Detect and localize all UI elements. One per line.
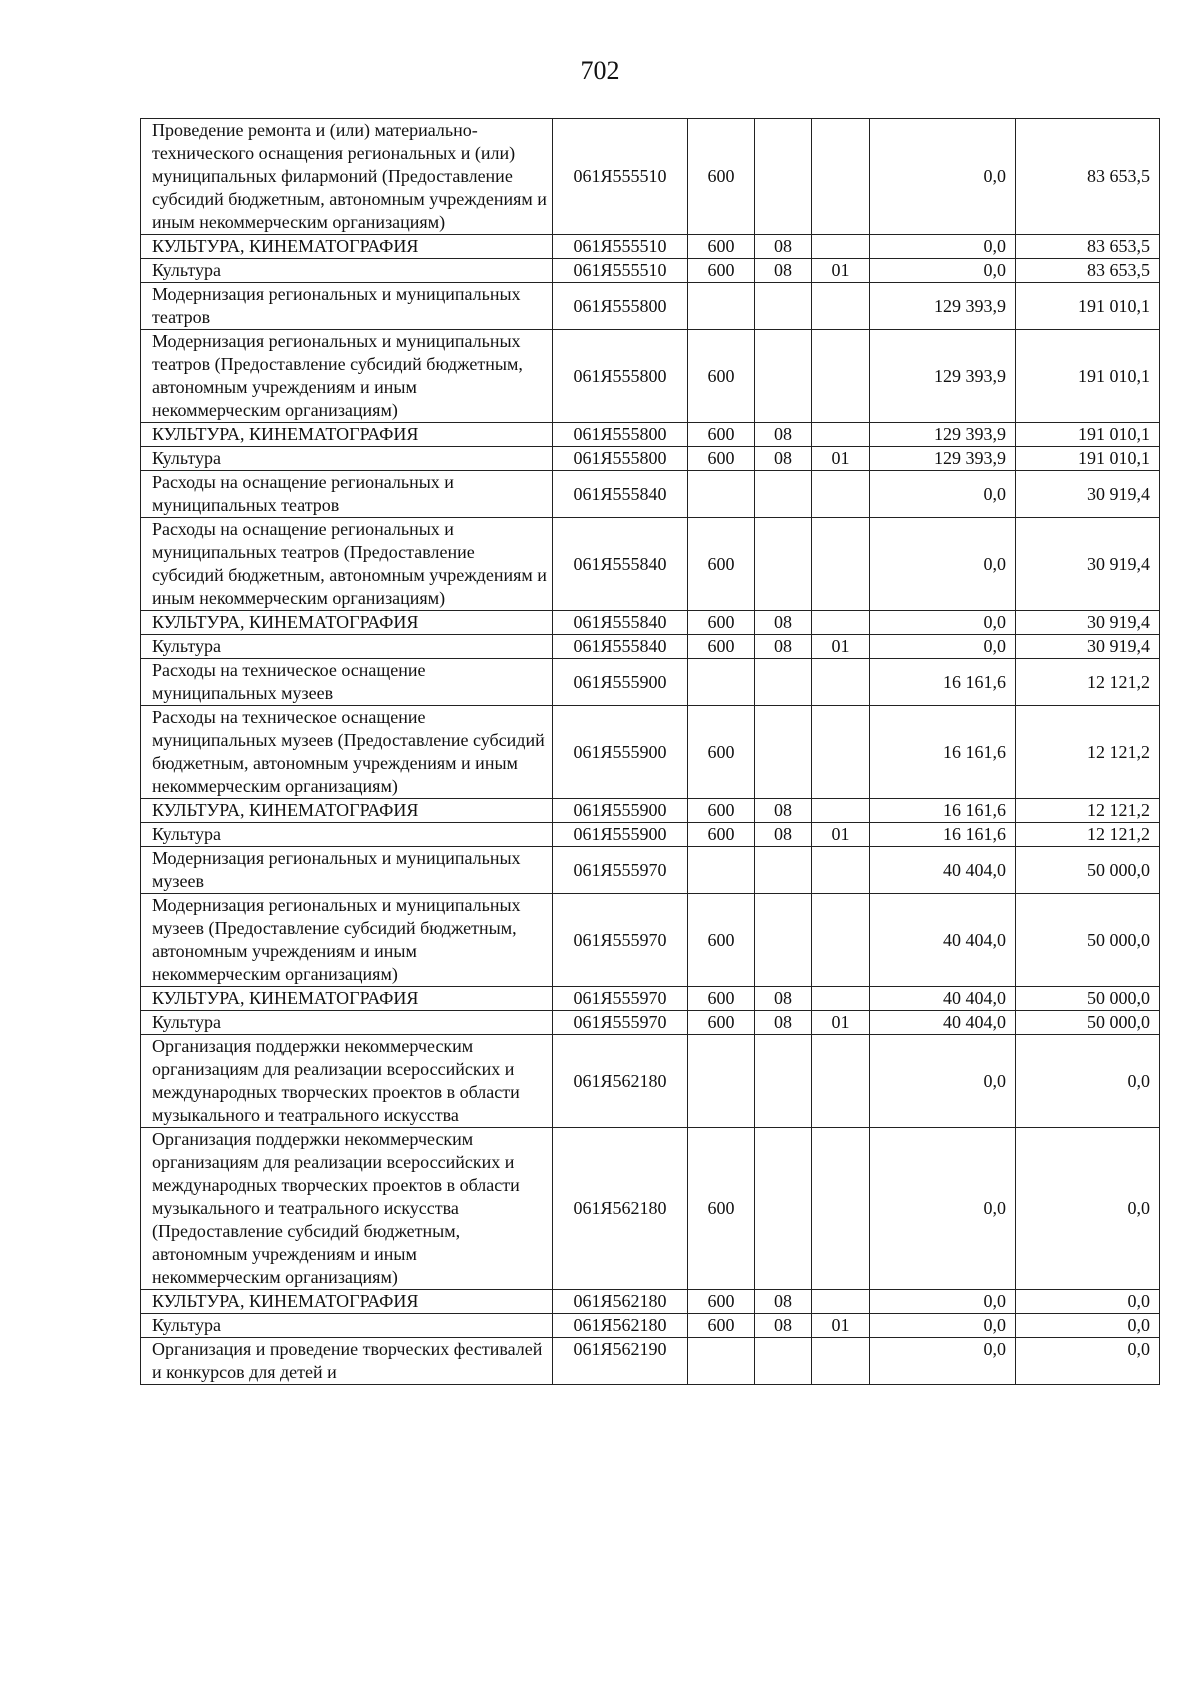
row-section: 08 <box>755 259 812 283</box>
row-expense-type: 600 <box>688 1128 755 1290</box>
table-row <box>141 611 1160 635</box>
row-target-code: 061Я555970 <box>553 894 688 987</box>
row-name: Культура <box>141 635 553 659</box>
table-row <box>141 894 1160 987</box>
row-name: Расходы на техническое оснащение муниципальных музеев <box>141 659 553 706</box>
row-subsection <box>812 611 870 635</box>
row-name: КУЛЬТУРА, КИНЕМАТОГРАФИЯ <box>141 799 553 823</box>
row-section: 08 <box>755 987 812 1011</box>
row-amount-1: 0,0 <box>870 1290 1016 1314</box>
row-subsection <box>812 799 870 823</box>
row-expense-type <box>688 1338 755 1385</box>
row-expense-type: 600 <box>688 447 755 471</box>
row-amount-2: 50 000,0 <box>1016 847 1160 894</box>
table-row <box>141 799 1160 823</box>
row-expense-type: 600 <box>688 1011 755 1035</box>
table-row <box>141 471 1160 518</box>
row-amount-2: 191 010,1 <box>1016 283 1160 330</box>
table-row <box>141 659 1160 706</box>
row-amount-2: 12 121,2 <box>1016 659 1160 706</box>
row-amount-2: 0,0 <box>1016 1035 1160 1128</box>
row-target-code: 061Я555510 <box>553 235 688 259</box>
row-amount-2: 30 919,4 <box>1016 635 1160 659</box>
row-subsection: 01 <box>812 635 870 659</box>
row-name: Культура <box>141 1314 553 1338</box>
row-amount-2: 50 000,0 <box>1016 894 1160 987</box>
table-row <box>141 1338 1160 1385</box>
row-amount-1: 0,0 <box>870 1128 1016 1290</box>
row-subsection <box>812 330 870 423</box>
row-section <box>755 706 812 799</box>
row-target-code: 061Я555800 <box>553 330 688 423</box>
page-number: 702 <box>580 56 620 85</box>
row-section: 08 <box>755 423 812 447</box>
table-row <box>141 518 1160 611</box>
table-row <box>141 447 1160 471</box>
row-target-code: 061Я562180 <box>553 1290 688 1314</box>
row-expense-type: 600 <box>688 259 755 283</box>
row-target-code: 061Я555970 <box>553 847 688 894</box>
row-subsection: 01 <box>812 447 870 471</box>
row-name: Культура <box>141 1011 553 1035</box>
row-amount-2: 0,0 <box>1016 1128 1160 1290</box>
row-target-code: 061Я555800 <box>553 283 688 330</box>
row-section <box>755 471 812 518</box>
row-section <box>755 330 812 423</box>
row-section <box>755 1035 812 1128</box>
row-subsection <box>812 987 870 1011</box>
row-amount-2: 0,0 <box>1016 1314 1160 1338</box>
row-amount-1: 40 404,0 <box>870 847 1016 894</box>
row-amount-1: 0,0 <box>870 1035 1016 1128</box>
row-name: КУЛЬТУРА, КИНЕМАТОГРАФИЯ <box>141 611 553 635</box>
row-subsection: 01 <box>812 1314 870 1338</box>
row-name: Организация поддержки некоммерческим организациям для реализации всероссийских и международных творческих проектов в области музыкального и театрального искусства (Предоставление субсидий бюджетным, автономным учреждениям и иным некоммерческим организациям) <box>141 1128 553 1290</box>
row-target-code: 061Я555900 <box>553 659 688 706</box>
row-subsection <box>812 706 870 799</box>
row-amount-1: 129 393,9 <box>870 283 1016 330</box>
row-amount-1: 0,0 <box>870 1314 1016 1338</box>
row-subsection <box>812 659 870 706</box>
row-amount-2: 191 010,1 <box>1016 330 1160 423</box>
row-expense-type: 600 <box>688 799 755 823</box>
row-subsection <box>812 1290 870 1314</box>
row-amount-1: 0,0 <box>870 518 1016 611</box>
row-name: Организация поддержки некоммерческим организациям для реализации всероссийских и международных творческих проектов в области музыкального и театрального искусства <box>141 1035 553 1128</box>
table-row <box>141 119 1160 235</box>
row-section <box>755 119 812 235</box>
row-amount-2: 83 653,5 <box>1016 119 1160 235</box>
row-name: Модернизация региональных и муниципальных театров (Предоставление субсидий бюджетным, автономным учреждениям и иным некоммерческим организациям) <box>141 330 553 423</box>
table-row <box>141 1314 1160 1338</box>
row-name: КУЛЬТУРА, КИНЕМАТОГРАФИЯ <box>141 423 553 447</box>
row-expense-type: 600 <box>688 635 755 659</box>
row-target-code: 061Я555510 <box>553 259 688 283</box>
row-target-code: 061Я562180 <box>553 1035 688 1128</box>
row-subsection <box>812 847 870 894</box>
row-name: Расходы на техническое оснащение муниципальных музеев (Предоставление субсидий бюджетным, автономным учреждениям и иным некоммерческим организациям) <box>141 706 553 799</box>
table-row <box>141 1128 1160 1290</box>
row-target-code: 061Я562190 <box>553 1338 688 1385</box>
row-amount-2: 191 010,1 <box>1016 423 1160 447</box>
row-section <box>755 847 812 894</box>
row-amount-1: 129 393,9 <box>870 423 1016 447</box>
row-amount-1: 16 161,6 <box>870 706 1016 799</box>
row-target-code: 061Я555900 <box>553 823 688 847</box>
row-subsection <box>812 283 870 330</box>
row-target-code: 061Я555970 <box>553 1011 688 1035</box>
row-expense-type: 600 <box>688 611 755 635</box>
table-row <box>141 423 1160 447</box>
row-target-code: 061Я555900 <box>553 706 688 799</box>
row-subsection <box>812 518 870 611</box>
row-target-code: 061Я555840 <box>553 611 688 635</box>
row-amount-1: 0,0 <box>870 611 1016 635</box>
row-amount-1: 0,0 <box>870 259 1016 283</box>
row-expense-type <box>688 471 755 518</box>
row-subsection <box>812 894 870 987</box>
row-target-code: 061Я555970 <box>553 987 688 1011</box>
row-amount-1: 40 404,0 <box>870 987 1016 1011</box>
row-expense-type: 600 <box>688 330 755 423</box>
row-amount-2: 83 653,5 <box>1016 259 1160 283</box>
row-expense-type <box>688 1035 755 1128</box>
row-name: Проведение ремонта и (или) материально-технического оснащения региональных и (или) муниципальных филармоний (Предоставление субсидий бюджетным, автономным учреждениям и иным некоммерческим организациям) <box>141 119 553 235</box>
row-section: 08 <box>755 447 812 471</box>
budget-table <box>140 118 1160 1385</box>
row-amount-1: 40 404,0 <box>870 1011 1016 1035</box>
row-target-code: 061Я555840 <box>553 471 688 518</box>
row-expense-type: 600 <box>688 518 755 611</box>
row-target-code: 061Я555510 <box>553 119 688 235</box>
row-name: Организация и проведение творческих фестивалей и конкурсов для детей и <box>141 1338 553 1385</box>
row-amount-1: 16 161,6 <box>870 659 1016 706</box>
row-section <box>755 894 812 987</box>
row-section <box>755 1128 812 1290</box>
row-section: 08 <box>755 635 812 659</box>
row-amount-2: 0,0 <box>1016 1290 1160 1314</box>
row-expense-type: 600 <box>688 1314 755 1338</box>
row-name: Культура <box>141 259 553 283</box>
table-row <box>141 635 1160 659</box>
row-name: КУЛЬТУРА, КИНЕМАТОГРАФИЯ <box>141 235 553 259</box>
row-subsection <box>812 119 870 235</box>
row-section: 08 <box>755 1314 812 1338</box>
row-section: 08 <box>755 235 812 259</box>
row-subsection <box>812 235 870 259</box>
row-name: Модернизация региональных и муниципальных театров <box>141 283 553 330</box>
row-amount-2: 83 653,5 <box>1016 235 1160 259</box>
row-amount-2: 191 010,1 <box>1016 447 1160 471</box>
table-row <box>141 1035 1160 1128</box>
row-expense-type: 600 <box>688 1290 755 1314</box>
table-row <box>141 987 1160 1011</box>
row-name: Модернизация региональных и муниципальных музеев (Предоставление субсидий бюджетным, автономным учреждениям и иным некоммерческим организациям) <box>141 894 553 987</box>
table-row <box>141 235 1160 259</box>
table-row <box>141 823 1160 847</box>
row-expense-type <box>688 659 755 706</box>
row-amount-2: 30 919,4 <box>1016 518 1160 611</box>
row-amount-2: 0,0 <box>1016 1338 1160 1385</box>
row-target-code: 061Я562180 <box>553 1314 688 1338</box>
row-subsection: 01 <box>812 259 870 283</box>
row-amount-2: 30 919,4 <box>1016 471 1160 518</box>
row-subsection <box>812 1035 870 1128</box>
row-name: Расходы на оснащение региональных и муниципальных театров (Предоставление субсидий бюджетным, автономным учреждениям и иным некоммерческим организациям) <box>141 518 553 611</box>
row-name: КУЛЬТУРА, КИНЕМАТОГРАФИЯ <box>141 987 553 1011</box>
row-subsection <box>812 1128 870 1290</box>
row-target-code: 061Я555800 <box>553 423 688 447</box>
row-amount-1: 129 393,9 <box>870 330 1016 423</box>
row-amount-2: 30 919,4 <box>1016 611 1160 635</box>
row-name: Культура <box>141 823 553 847</box>
row-subsection <box>812 1338 870 1385</box>
row-expense-type <box>688 847 755 894</box>
table-row <box>141 330 1160 423</box>
row-section: 08 <box>755 823 812 847</box>
table-row <box>141 1290 1160 1314</box>
row-target-code: 061Я555800 <box>553 447 688 471</box>
row-amount-2: 12 121,2 <box>1016 799 1160 823</box>
row-expense-type <box>688 283 755 330</box>
row-expense-type: 600 <box>688 987 755 1011</box>
budget-table-body <box>141 119 1160 1385</box>
row-amount-2: 12 121,2 <box>1016 823 1160 847</box>
row-target-code: 061Я555840 <box>553 518 688 611</box>
table-row <box>141 259 1160 283</box>
row-section <box>755 659 812 706</box>
row-amount-1: 16 161,6 <box>870 823 1016 847</box>
row-amount-1: 0,0 <box>870 119 1016 235</box>
row-target-code: 061Я555900 <box>553 799 688 823</box>
row-target-code: 061Я562180 <box>553 1128 688 1290</box>
row-expense-type: 600 <box>688 894 755 987</box>
row-amount-1: 0,0 <box>870 1338 1016 1385</box>
row-expense-type: 600 <box>688 823 755 847</box>
row-amount-2: 50 000,0 <box>1016 987 1160 1011</box>
row-section <box>755 1338 812 1385</box>
row-subsection: 01 <box>812 823 870 847</box>
row-name: Культура <box>141 447 553 471</box>
row-amount-1: 0,0 <box>870 635 1016 659</box>
row-subsection: 01 <box>812 1011 870 1035</box>
row-subsection <box>812 471 870 518</box>
row-section <box>755 518 812 611</box>
row-section: 08 <box>755 799 812 823</box>
row-expense-type: 600 <box>688 235 755 259</box>
row-amount-2: 12 121,2 <box>1016 706 1160 799</box>
row-section <box>755 283 812 330</box>
table-row <box>141 847 1160 894</box>
row-name: Расходы на оснащение региональных и муниципальных театров <box>141 471 553 518</box>
table-row <box>141 283 1160 330</box>
row-expense-type: 600 <box>688 706 755 799</box>
table-row <box>141 706 1160 799</box>
row-target-code: 061Я555840 <box>553 635 688 659</box>
row-amount-2: 50 000,0 <box>1016 1011 1160 1035</box>
table-row <box>141 1011 1160 1035</box>
row-amount-1: 0,0 <box>870 235 1016 259</box>
row-section: 08 <box>755 611 812 635</box>
row-expense-type: 600 <box>688 119 755 235</box>
row-section: 08 <box>755 1011 812 1035</box>
row-amount-1: 0,0 <box>870 471 1016 518</box>
row-name: Модернизация региональных и муниципальных музеев <box>141 847 553 894</box>
row-amount-1: 40 404,0 <box>870 894 1016 987</box>
row-name: КУЛЬТУРА, КИНЕМАТОГРАФИЯ <box>141 1290 553 1314</box>
row-section: 08 <box>755 1290 812 1314</box>
row-amount-1: 16 161,6 <box>870 799 1016 823</box>
row-subsection <box>812 423 870 447</box>
row-expense-type: 600 <box>688 423 755 447</box>
row-amount-1: 129 393,9 <box>870 447 1016 471</box>
